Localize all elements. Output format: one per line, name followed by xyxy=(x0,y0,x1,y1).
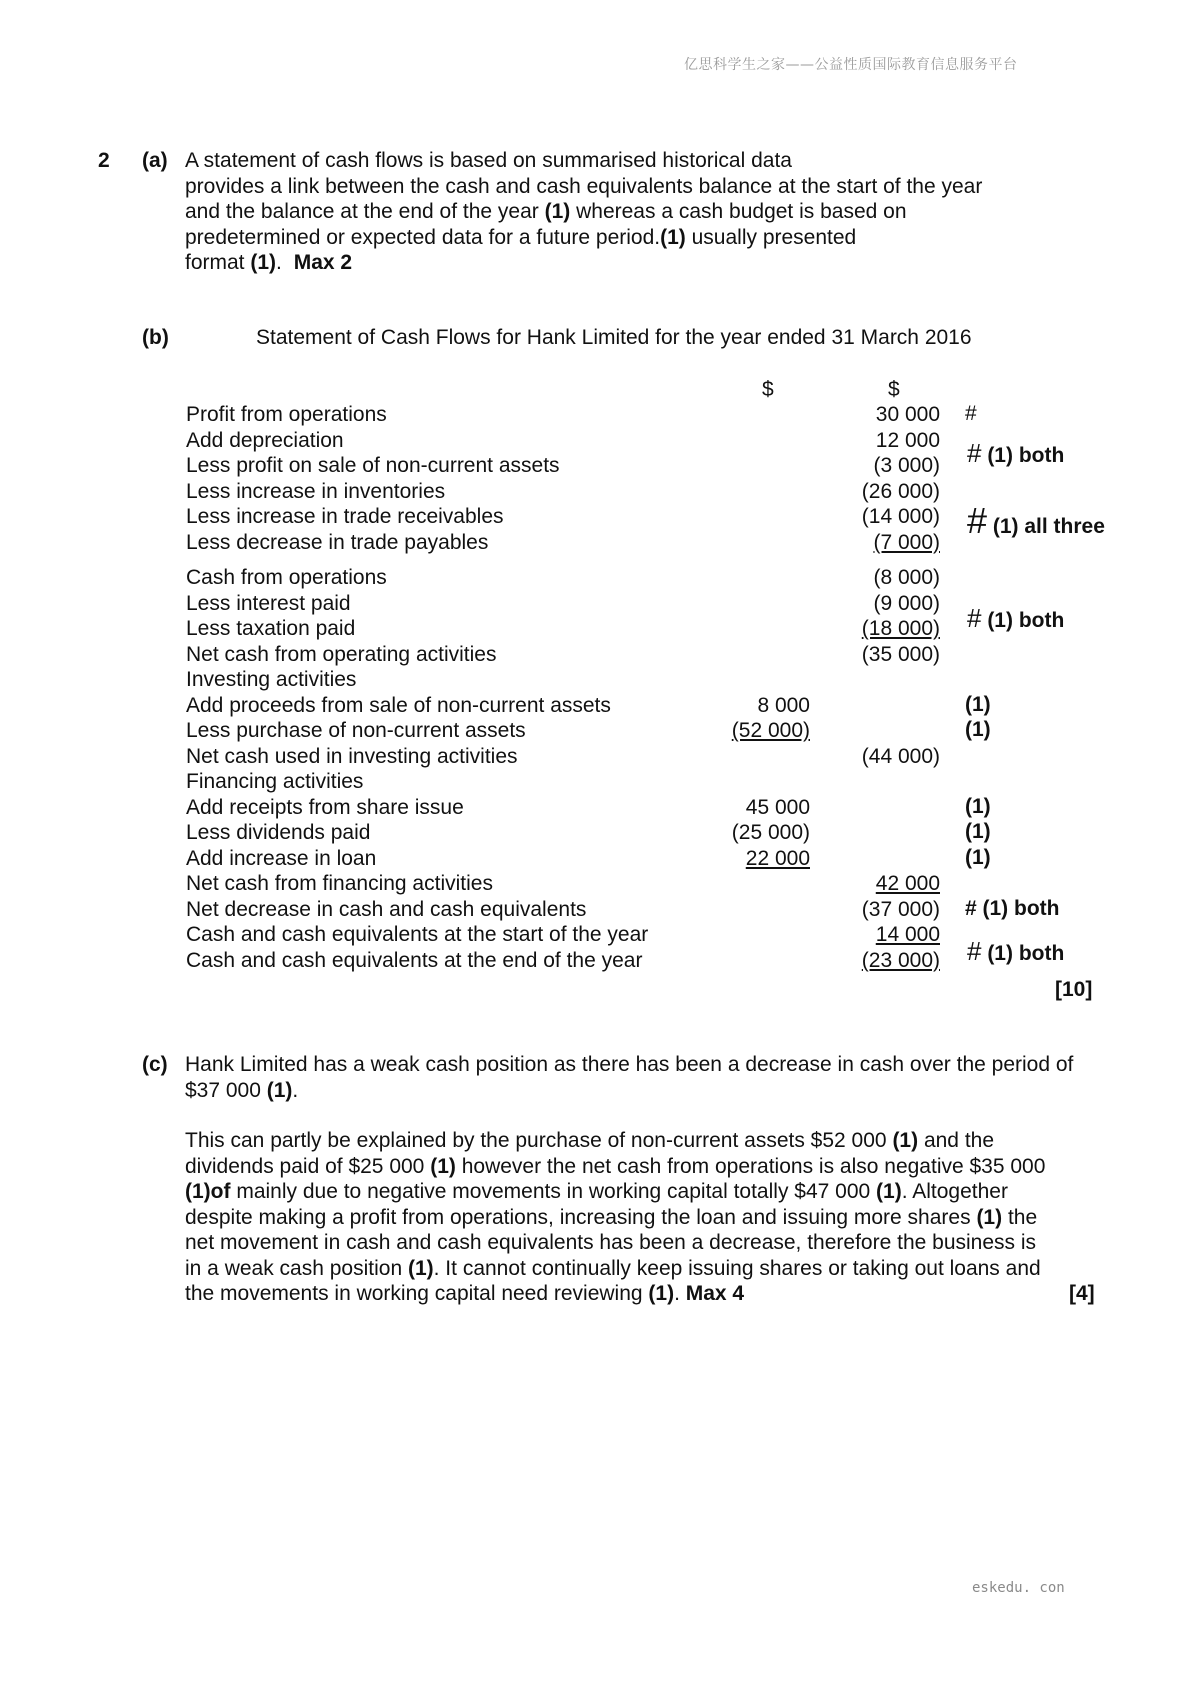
row-value-col2: (9 000) xyxy=(873,591,940,615)
row-label: Add depreciation xyxy=(186,428,344,452)
row-label: Cash and cash equivalents at the end of the year xyxy=(186,948,643,972)
row-value-col2: (8 000) xyxy=(873,566,940,589)
row-label: Less interest paid xyxy=(186,591,351,615)
row-mark: (1) xyxy=(965,820,991,843)
row-mark: (1) xyxy=(965,794,991,818)
row-value-col2: 12 000 xyxy=(875,428,940,452)
row-value-col2: (44 000) xyxy=(861,744,940,768)
row-value-col2: (7 000) xyxy=(873,530,940,554)
part-c-total: [4] xyxy=(1069,1282,1095,1305)
row-value-col1: 22 000 xyxy=(745,846,810,870)
row-label: Add increase in loan xyxy=(186,846,377,870)
row-value-col2: 14 000 xyxy=(875,923,940,946)
row-value-col2: (26 000) xyxy=(861,479,940,503)
page-header: 亿思科学生之家——公益性质国际教育信息服务平台 xyxy=(684,57,1018,73)
row-value-col1: 8 000 xyxy=(757,693,810,717)
row-value-col2: (18 000) xyxy=(861,617,940,640)
part-c-paragraph-1: Hank Limited has a weak cash position as there has been a decrease in cash over the period of $37 000 (1). xyxy=(185,1053,1074,1102)
part-b-label: (b) xyxy=(142,326,169,349)
column-header-2: $ xyxy=(888,378,900,401)
row-mark: (1) xyxy=(965,692,991,716)
row-label: Net cash from operating activities xyxy=(186,642,497,666)
part-c-p2-line-5: net movement in cash and cash equivalents has been a decrease, therefore the business is xyxy=(185,1231,1037,1254)
row-value-col2: 30 000 xyxy=(875,403,940,426)
row-label: Less profit on sale of non-current assets xyxy=(186,454,560,477)
part-a-line-1: A statement of cash flows is based on summarised historical data xyxy=(185,149,792,172)
row-mark: (1) xyxy=(965,845,991,869)
column-header-1: $ xyxy=(762,378,774,401)
hash-icon: # xyxy=(967,500,988,541)
row-label: Less purchase of non-current assets xyxy=(186,719,526,742)
part-b-total: [10] xyxy=(1055,978,1093,1001)
row-label: Less decrease in trade payables xyxy=(186,530,489,554)
part-c-p2-line-7: the movements in working capital need reviewing (1). Max 4 xyxy=(185,1282,745,1305)
part-a-line-3: and the balance at the end of the year (1) whereas a cash budget is based on xyxy=(185,200,907,223)
part-c-p2-line-2: dividends paid of $25 000 (1) however the net cash from operations is also negative $35 000 xyxy=(185,1154,1046,1178)
row-value-col2: (3 000) xyxy=(873,454,940,477)
part-c-p2-line-4: despite making a profit from operations, increasing the loan and issuing more shares (1) the xyxy=(185,1205,1038,1229)
row-label: Net cash used in investing activities xyxy=(186,744,518,768)
mark-group-2: # (1) all three xyxy=(967,500,1105,541)
part-c-p2-line-6: in a weak cash position (1). It cannot continually keep issuing shares or taking out loans and xyxy=(185,1256,1041,1280)
hash-icon: # xyxy=(967,936,982,966)
row-label: Financing activities xyxy=(186,770,364,793)
statement-title: Statement of Cash Flows for Hank Limited for the year ended 31 March 2016 xyxy=(256,326,972,349)
part-a-label: (a) xyxy=(142,149,168,172)
part-c-p2-line-1: This can partly be explained by the purchase of non-current assets $52 000 (1) and the xyxy=(185,1129,995,1152)
row-value-col1: (25 000) xyxy=(731,821,810,844)
row-value-col2: 42 000 xyxy=(875,872,940,895)
row-label: Net cash from financing activities xyxy=(186,872,493,895)
part-c-label: (c) xyxy=(142,1053,168,1076)
mark-group-3: # (1) both xyxy=(967,603,1065,633)
question-number: 2 xyxy=(98,149,110,172)
row-value-col1: (52 000) xyxy=(731,719,810,742)
part-a-line-5: format (1). Max 2 xyxy=(185,251,353,274)
row-value-col2: (14 000) xyxy=(861,505,940,528)
row-value-col2: (35 000) xyxy=(861,642,940,666)
page-footer: eskedu. con xyxy=(972,1580,1065,1596)
row-label: Investing activities xyxy=(186,668,357,691)
mark-group-1: # (1) both xyxy=(967,438,1065,468)
row-label: Less increase in trade receivables xyxy=(186,505,504,528)
row-label: Cash from operations xyxy=(186,566,387,589)
row-label: Add receipts from share issue xyxy=(186,795,464,819)
row-label: Cash and cash equivalents at the start of the year xyxy=(186,923,649,946)
row-label: Profit from operations xyxy=(186,403,387,426)
row-label: Net decrease in cash and cash equivalents xyxy=(186,897,587,921)
part-c-p2-line-3: (1)of mainly due to negative movements in working capital totally $47 000 (1). Altogether xyxy=(185,1180,1008,1203)
part-a-line-2: provides a link between the cash and cash equivalents balance at the start of the year xyxy=(185,174,983,198)
row-label: Add proceeds from sale of non-current assets xyxy=(186,693,611,717)
hash-icon: # xyxy=(967,438,982,468)
row-value-col1: 45 000 xyxy=(745,795,810,819)
row-label: Less increase in inventories xyxy=(186,479,446,503)
row-mark: # xyxy=(965,402,977,425)
row-label: Less dividends paid xyxy=(186,821,371,844)
row-value-col2: (37 000) xyxy=(861,897,940,921)
row-mark: # (1) both xyxy=(965,896,1060,920)
row-label: Less taxation paid xyxy=(186,617,356,640)
mark-group-4: # (1) both xyxy=(967,936,1065,966)
row-value-col2: (23 000) xyxy=(861,948,940,972)
part-a-line-4: predetermined or expected data for a future period.(1) usually presented xyxy=(185,225,857,249)
hash-icon: # xyxy=(967,603,982,633)
row-mark: (1) xyxy=(965,718,991,741)
